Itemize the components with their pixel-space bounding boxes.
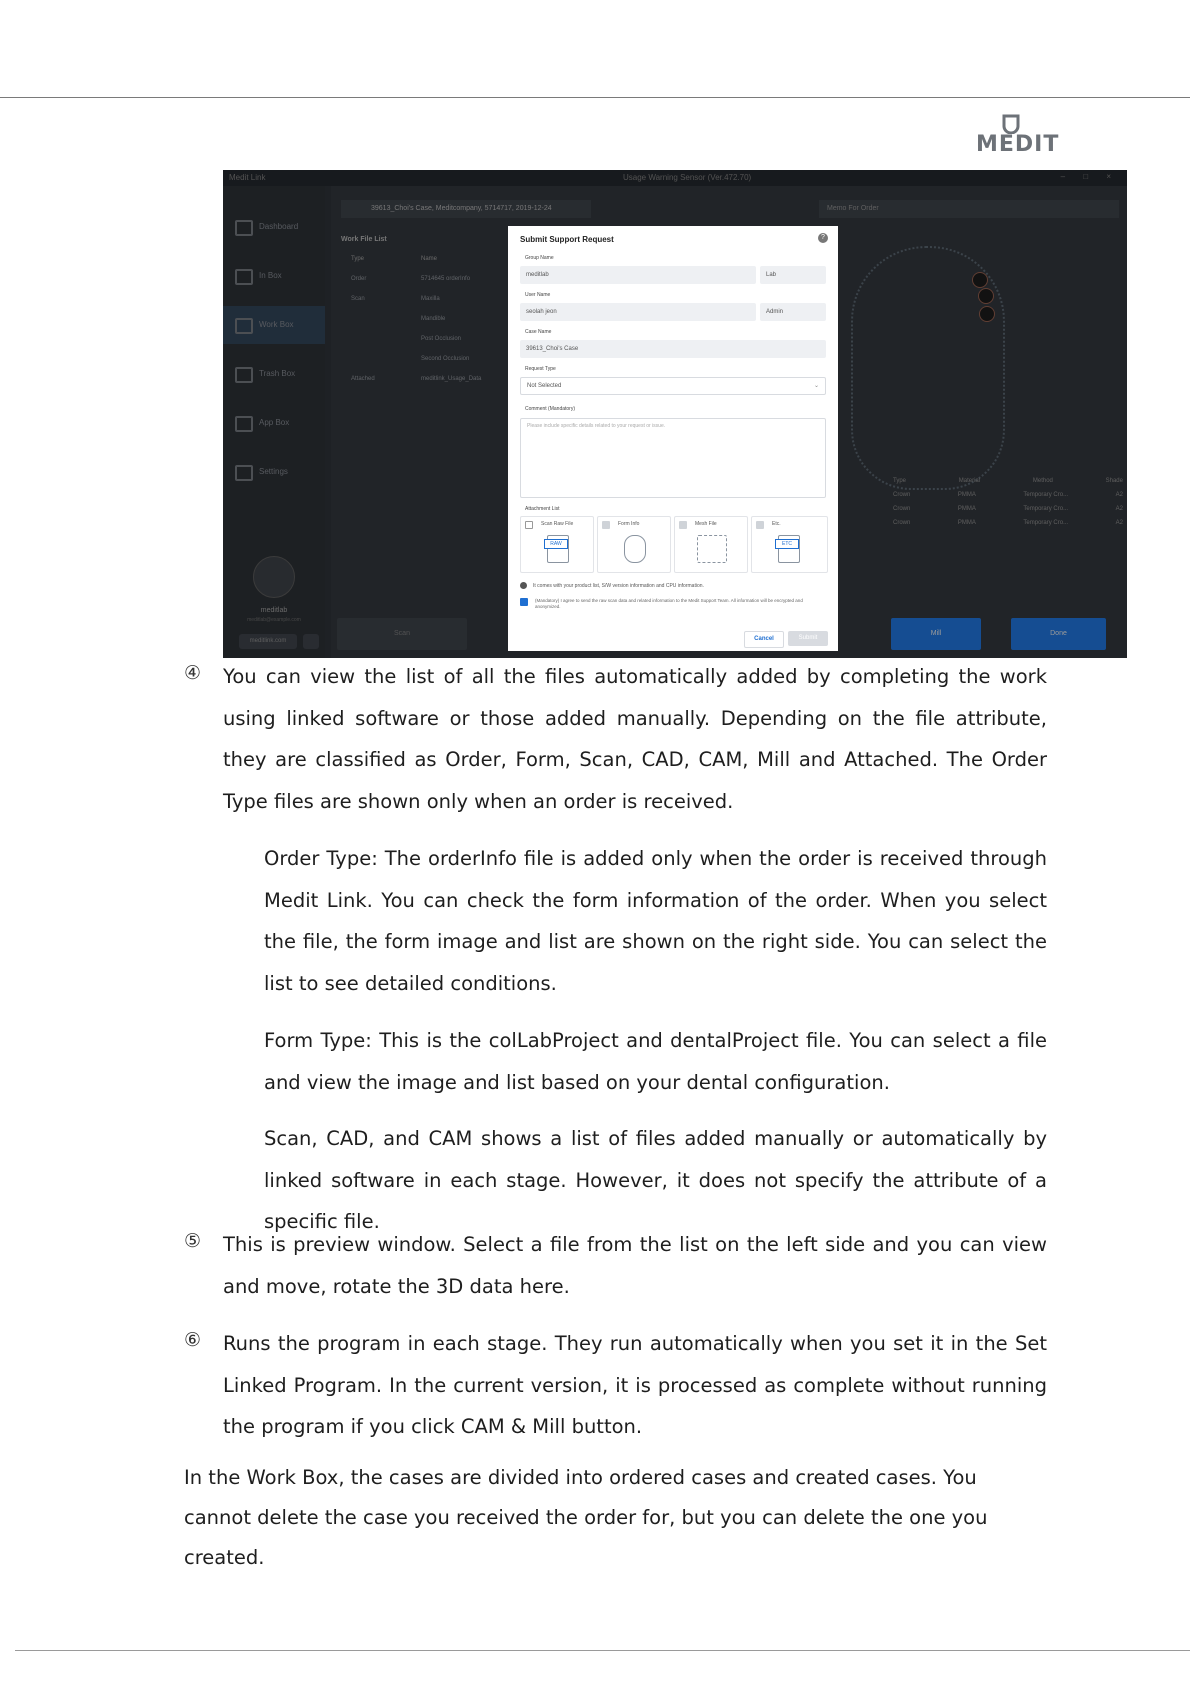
case-name-field: 39613_Choi's Case	[520, 340, 826, 358]
app-screenshot	[223, 170, 1127, 658]
sidebar-item-settings[interactable]: Settings	[223, 453, 325, 491]
done-button[interactable]: Done	[1011, 618, 1106, 650]
case-title-bar: 39613_Choi's Case, Meditcompany, 5714717, 2019-12-24	[341, 200, 591, 218]
user-role-field: Admin	[760, 303, 826, 321]
row-name[interactable]: 5714645 orderInfo	[421, 276, 471, 282]
comment-label: Comment (Mandatory)	[525, 406, 576, 412]
row-name[interactable]: Mandible	[421, 316, 446, 322]
submit-button[interactable]: Submit	[788, 631, 828, 646]
sidebar-item-app-box[interactable]: App Box	[223, 404, 325, 442]
mill-button[interactable]: Mill	[891, 618, 981, 650]
item-paragraph: You can view the list of all the files automatically added by completing the work using linked software or those added manually. Depending on the file attribute, they are classified as Order, Form, Scan, CAD, CAM, Mill and Attached. The Order Type files are shown only when an order is received.	[223, 665, 1047, 814]
window-controls[interactable]: – □ ×	[1060, 172, 1119, 181]
user-name-field: seolah jeon	[520, 303, 756, 321]
row-name[interactable]: Post Occlusion	[421, 336, 462, 342]
row-name[interactable]: meditlink_Usage_Data	[421, 376, 482, 382]
info-note: It comes with your product list, S/W version information and CPU information.	[520, 582, 704, 589]
logo-text: MEDIT	[976, 132, 1060, 157]
form-type-paragraph: Form Type: This is the colLabProject and dentalProject file. You can select a file and view the image and list based on your dental configuration.	[264, 1029, 1047, 1094]
agree-checkbox[interactable]	[520, 598, 528, 606]
dialog-title: Submit Support Request	[520, 235, 614, 244]
user-name: meditlab	[260, 607, 288, 614]
form-info-checkbox[interactable]	[602, 521, 610, 529]
row-type: Scan	[351, 296, 365, 302]
scan-cad-cam-paragraph: Scan, CAD, and CAM shows a list of files added manually or automatically by linked software in each stage. However, it does not specify the attribute of a specific file.	[264, 1127, 1047, 1234]
user-name-label: User Name	[525, 292, 551, 298]
chevron-down-icon: ⌄	[813, 383, 819, 389]
mesh-icon	[697, 535, 727, 563]
sidebar-item-in-box[interactable]: In Box	[223, 257, 325, 295]
case-name-label: Case Name	[525, 329, 552, 335]
item-paragraph: This is preview window. Select a file from the list on the left side and you can view and move, rotate the 3D data here.	[223, 1233, 1047, 1298]
form-icon	[624, 535, 646, 563]
column-type: Type	[351, 256, 365, 262]
cancel-button[interactable]: Cancel	[744, 631, 784, 648]
table-row[interactable]: Crown PMMA Temporary Cro... A2	[893, 492, 1123, 498]
user-email: meditlab@example.com	[247, 617, 301, 623]
header-rule	[0, 97, 1190, 98]
form-table: Type Material Method Shade Crown PMMA Temporary Cro... A2 Crown PMMA Temporary Cro... A2 Crown PMMA Temporary Cro... A2	[893, 478, 1123, 534]
item-marker: ⑥	[184, 1329, 202, 1351]
item-marker: ⑤	[184, 1230, 202, 1252]
logo-mark-icon	[1000, 112, 1022, 134]
sidebar-item-trash-box[interactable]: Trash Box	[223, 355, 325, 393]
app-title: Medit Link	[229, 173, 266, 182]
etc-checkbox[interactable]	[756, 521, 764, 529]
help-icon[interactable]: ?	[818, 233, 828, 243]
row-type: Attached	[351, 376, 375, 382]
etc-tag: ETC	[775, 539, 799, 549]
attachment-scan-raw[interactable]: Scan Raw File RAW	[520, 516, 594, 573]
sidebar-item-work-box[interactable]: Work Box	[223, 306, 325, 344]
comment-textarea[interactable]: Please include specific details related to your request or issue.	[520, 418, 826, 498]
work-file-list-title: Work File List	[341, 236, 387, 243]
meditlink-button[interactable]: meditlink.com	[239, 634, 297, 649]
scan-raw-checkbox[interactable]	[525, 521, 533, 529]
request-type-label: Request Type	[525, 366, 556, 372]
item-marker: ④	[184, 662, 202, 684]
row-type: Order	[351, 276, 367, 282]
group-name-label: Group Name	[525, 255, 554, 261]
table-row[interactable]: Crown PMMA Temporary Cro... A2	[893, 506, 1123, 512]
attachment-mesh-file[interactable]: Mesh File	[674, 516, 748, 573]
group-role-field: Lab	[760, 266, 826, 284]
attachment-label: Attachment List	[525, 506, 560, 512]
group-name-field: meditlab	[520, 266, 756, 284]
mesh-file-checkbox[interactable]	[679, 521, 687, 529]
attachment-form-info[interactable]: Form Info	[597, 516, 671, 573]
submit-support-dialog	[508, 226, 838, 651]
footer-rule	[15, 1650, 1190, 1651]
window-title: Usage Warning Sensor (Ver.472.70)	[623, 173, 752, 182]
agree-text: (Mandatory) I agree to send the raw scan data and related information to the Medit Support Team. All information will be encrypted and anonymized.	[535, 598, 803, 609]
attachment-etc[interactable]: Etc. ETC	[751, 516, 828, 573]
scan-button[interactable]: Scan	[337, 618, 467, 650]
info-icon	[520, 582, 527, 589]
closing-paragraph: In the Work Box, the cases are divided into ordered cases and created cases. You cannot delete the case you received the order for, but you can delete the one you created.	[184, 1466, 988, 1569]
row-name[interactable]: Maxilla	[421, 296, 440, 302]
column-name: Name	[421, 256, 438, 262]
item-paragraph: Runs the program in each stage. They run automatically when you set it in the Set Linked Program. In the current version, it is processed as complete without running the program if you click CAM & Mill button.	[223, 1332, 1047, 1439]
table-row[interactable]: Crown PMMA Temporary Cro... A2	[893, 520, 1123, 526]
memo-dropdown[interactable]: Memo For Order	[819, 200, 1119, 218]
request-type-select[interactable]: Not Selected ⌄	[520, 377, 826, 395]
order-type-paragraph: Order Type: The orderInfo file is added only when the order is received through Medit Link. You can check the form information of the order. When you select the file, the form image and list are shown on the right side. You can select the list to see detailed conditions.	[264, 847, 1047, 996]
medit-logo	[976, 112, 1060, 157]
row-name[interactable]: Second Occlusion	[421, 356, 470, 362]
raw-tag: RAW	[544, 539, 568, 549]
sidebar-item-dashboard[interactable]: Dashboard	[223, 208, 325, 246]
